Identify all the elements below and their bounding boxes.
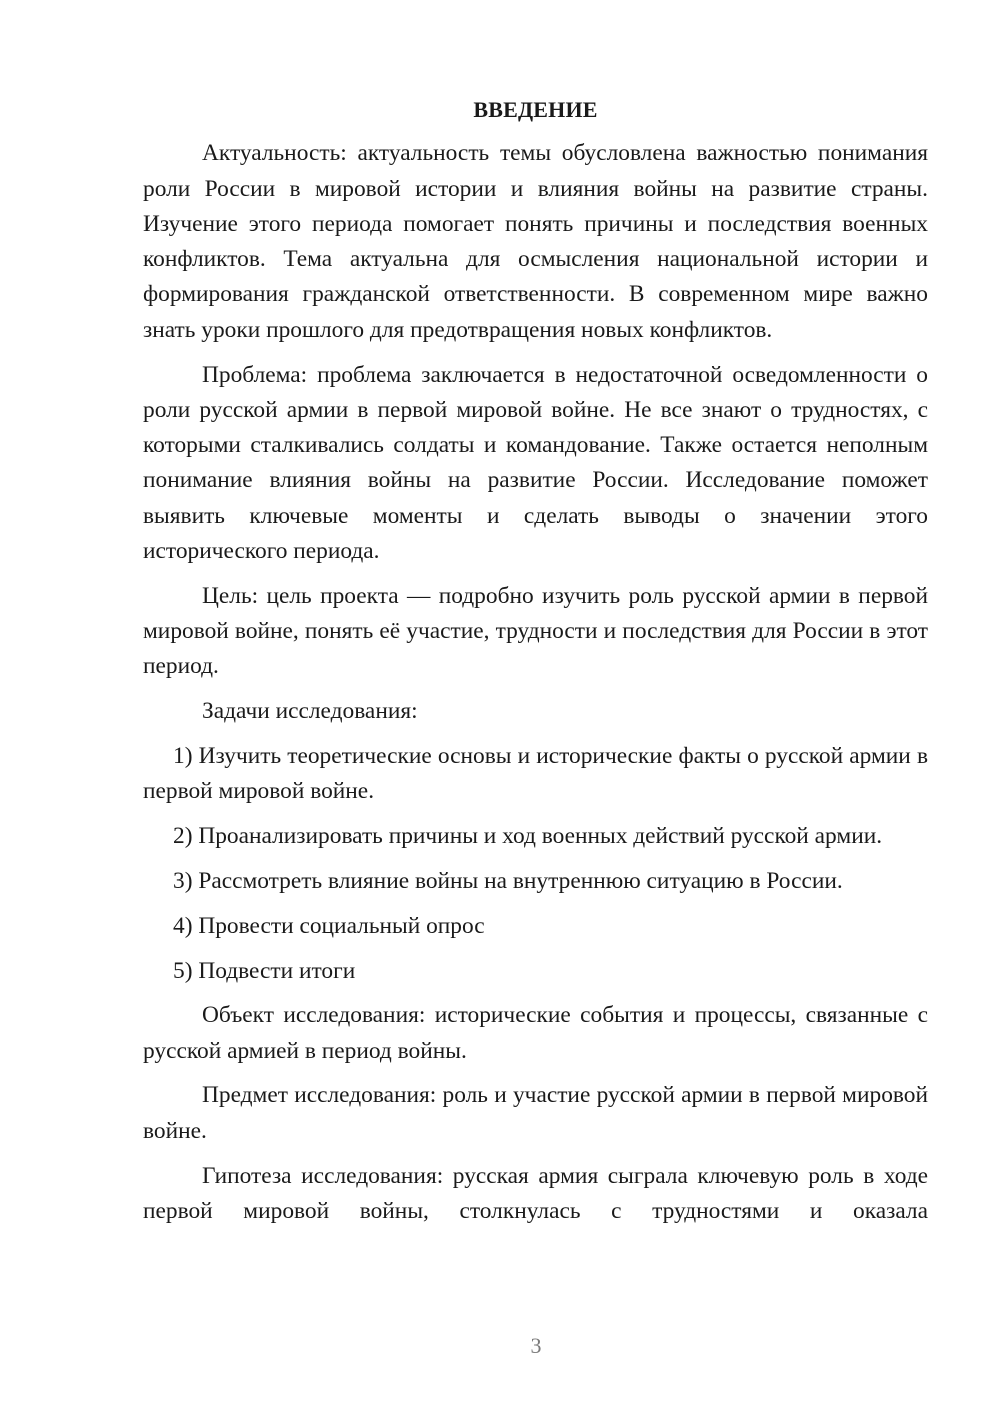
paragraph-subject: Предмет исследования: роль и участие русской армии в первой мировой войне.	[143, 1082, 928, 1144]
section-title: ВВЕДЕНИЕ	[473, 97, 598, 122]
task-item-2: 2) Проанализировать причины и ход военных действий русской армии.	[173, 823, 883, 850]
paragraph-object: Объект исследования: исторические события и процессы, связанные с русской армией в период войны.	[143, 1002, 928, 1064]
task-item-4: 4) Провести социальный опрос	[173, 912, 485, 939]
paragraph-relevance: Актуальность: актуальность темы обусловлена важностью понимания роли России в мировой истории и влияния войны на развитие страны. Изучение этого периода помогает понять причины и последствия военных конфликтов. Тема актуальна для осмысления национальной истории и формирования гражданской ответственности. В современном мире важно знать уроки прошлого для предотвращения новых конфликтов.	[143, 140, 928, 343]
task-item-5: 5) Подвести итоги	[173, 957, 356, 984]
task-item-3: 3) Рассмотреть влияние войны на внутреннюю ситуацию в России.	[173, 867, 843, 894]
paragraph-tasks-heading: Задачи исследования:	[202, 698, 418, 725]
page-number: 3	[530, 1333, 542, 1358]
document-body	[143, 92, 928, 1239]
paragraph-problem: Проблема: проблема заключается в недостаточной осведомленности о роли русской армии в первой мировой войне. Не все знают о трудностях, с которыми сталкивались солдаты и командование. Также остается неполным понимание влияния войны на развитие России. Исследование поможет выявить ключевые моменты и сделать выводы о значении этого исторического периода.	[143, 361, 928, 565]
task-item-1: 1) Изучить теоретические основы и исторические факты о русской армии в первой мировой войне.	[143, 743, 928, 805]
paragraph-goal: Цель: цель проекта — подробно изучить роль русской армии в первой мировой войне, понять её участие, трудности и последствия для России в этот период.	[143, 582, 928, 680]
paragraph-hypothesis: Гипотеза исследования: русская армия сыграла ключевую роль в ходе первой мировой войны, столкнулась с трудностями и оказала	[143, 1162, 928, 1224]
